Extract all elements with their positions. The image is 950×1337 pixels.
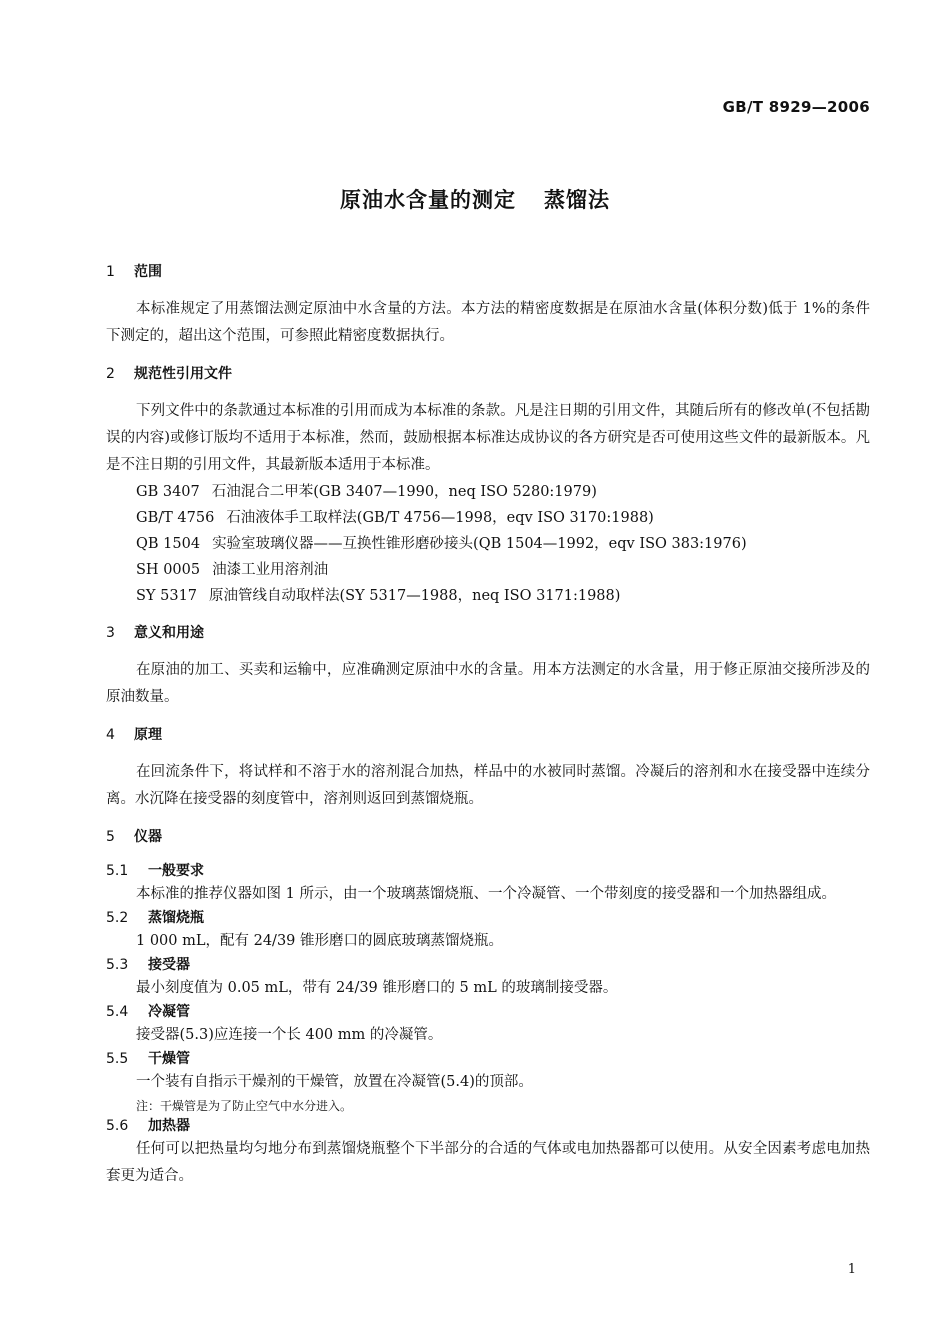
reference-title: 实验室玻璃仪器——互换性锥形磨砂接头(QB 1504—1992，eqv ISO 383:1976) (212, 536, 747, 552)
section-heading-scope (106, 262, 870, 282)
subsection-title: 加热器 (148, 1118, 190, 1134)
title-method: 蒸馏法 (544, 188, 610, 212)
standard-code: GB/T 8929—2006 (722, 98, 870, 116)
scope-paragraph: 本标准规定了用蒸馏法测定原油中水含量的方法。本方法的精密度数据是在原油水含量(体积分数)低于 1%的条件下测定的，超出这个范围，可参照此精密度数据执行。 (106, 301, 870, 344)
section-heading-significance (106, 623, 870, 643)
subsection-heading (106, 955, 870, 975)
section-title: 范围 (134, 264, 162, 280)
subsection-title: 一般要求 (148, 863, 204, 879)
reference-code: SY 5317 (136, 588, 198, 604)
section-number: 5 (106, 829, 115, 845)
section-title: 规范性引用文件 (134, 366, 232, 382)
subsection-heading (106, 1049, 870, 1069)
reference-item (136, 583, 870, 609)
subsection-paragraph: 一个装有自指示干燥剂的干燥管，放置在冷凝管(5.4)的顶部。 (136, 1074, 533, 1090)
subsection-paragraph: 接受器(5.3)应连接一个长 400 mm 的冷凝管。 (136, 1027, 443, 1043)
subsection-heading (106, 1002, 870, 1022)
subsection-heading (106, 861, 870, 881)
subsection-number: 5.4 (106, 1004, 129, 1020)
reference-title: 石油液体手工取样法(GB/T 4756—1998，eqv ISO 3170:1988) (226, 510, 654, 526)
subsection-title: 接受器 (148, 957, 190, 973)
subsection-number: 5.5 (106, 1051, 129, 1067)
page-number: 1 (847, 1262, 856, 1277)
reference-item (136, 505, 870, 531)
subsection-number: 5.3 (106, 957, 129, 973)
subsection-paragraph: 任何可以把热量均匀地分布到蒸馏烧瓶整个下半部分的合适的气体或电加热器都可以使用。从安全因素考虑电加热套更为适合。 (106, 1141, 870, 1184)
references-paragraph: 下列文件中的条款通过本标准的引用而成为本标准的条款。凡是注日期的引用文件，其随后所有的修改单(不包括勘误的内容)或修订版均不适用于本标准，然而，鼓励根据本标准达成协议的各方研究是否可使用这些文件的最新版本。凡是不注日期的引用文件，其最新版本适用于本标准。 (106, 403, 870, 473)
reference-title: 原油管线自动取样法(SY 5317—1988，neq ISO 3171:1988) (209, 588, 621, 604)
subsection-paragraph: 最小刻度值为 0.05 mL，带有 24/39 锥形磨口的 5 mL 的玻璃制接受器。 (136, 980, 618, 996)
section-heading-apparatus (106, 827, 870, 847)
section-number: 3 (106, 625, 115, 641)
section-heading-principle (106, 725, 870, 745)
subsection-heading (106, 1116, 870, 1136)
reference-item (136, 479, 870, 505)
subsection-number: 5.6 (106, 1118, 129, 1134)
subsection-heading (106, 908, 870, 928)
subsection-paragraph: 1 000 mL，配有 24/39 锥形磨口的圆底玻璃蒸馏烧瓶。 (136, 933, 504, 949)
title-main: 原油水含量的测定 (340, 188, 516, 212)
section-number: 4 (106, 727, 115, 743)
document-body (106, 262, 870, 1190)
note-text: 注：干燥管是为了防止空气中水分进入。 (136, 1099, 353, 1113)
reference-code: SH 0005 (136, 562, 201, 578)
subsection-number: 5.2 (106, 910, 129, 926)
section-title: 原理 (134, 727, 162, 743)
subsection-title: 冷凝管 (148, 1004, 190, 1020)
reference-list (106, 479, 870, 609)
reference-item (136, 557, 870, 583)
reference-code: GB 3407 (136, 484, 200, 500)
reference-title: 石油混合二甲苯(GB 3407—1990，neq ISO 5280:1979) (211, 484, 597, 500)
section-number: 2 (106, 366, 115, 382)
section-title: 仪器 (134, 829, 162, 845)
page-title (0, 184, 950, 214)
section-number: 1 (106, 264, 115, 280)
significance-paragraph: 在原油的加工、买卖和运输中，应准确测定原油中水的含量。用本方法测定的水含量，用于修正原油交接所涉及的原油数量。 (106, 662, 870, 705)
section-heading-normative-references (106, 364, 870, 384)
subsection-paragraph: 本标准的推荐仪器如图 1 所示，由一个玻璃蒸馏烧瓶、一个冷凝管、一个带刻度的接受器和一个加热器组成。 (136, 886, 836, 902)
subsection-number: 5.1 (106, 863, 129, 879)
subsection-title: 干燥管 (148, 1051, 190, 1067)
section-title: 意义和用途 (134, 625, 204, 641)
principle-paragraph: 在回流条件下，将试样和不溶于水的溶剂混合加热，样品中的水被同时蒸馏。冷凝后的溶剂和水在接受器中连续分离。水沉降在接受器的刻度管中，溶剂则返回到蒸馏烧瓶。 (106, 764, 870, 807)
subsection-title: 蒸馏烧瓶 (148, 910, 204, 926)
reference-code: GB/T 4756 (136, 510, 215, 526)
reference-code: QB 1504 (136, 536, 201, 552)
reference-item (136, 531, 870, 557)
reference-title: 油漆工业用溶剂油 (212, 562, 329, 578)
